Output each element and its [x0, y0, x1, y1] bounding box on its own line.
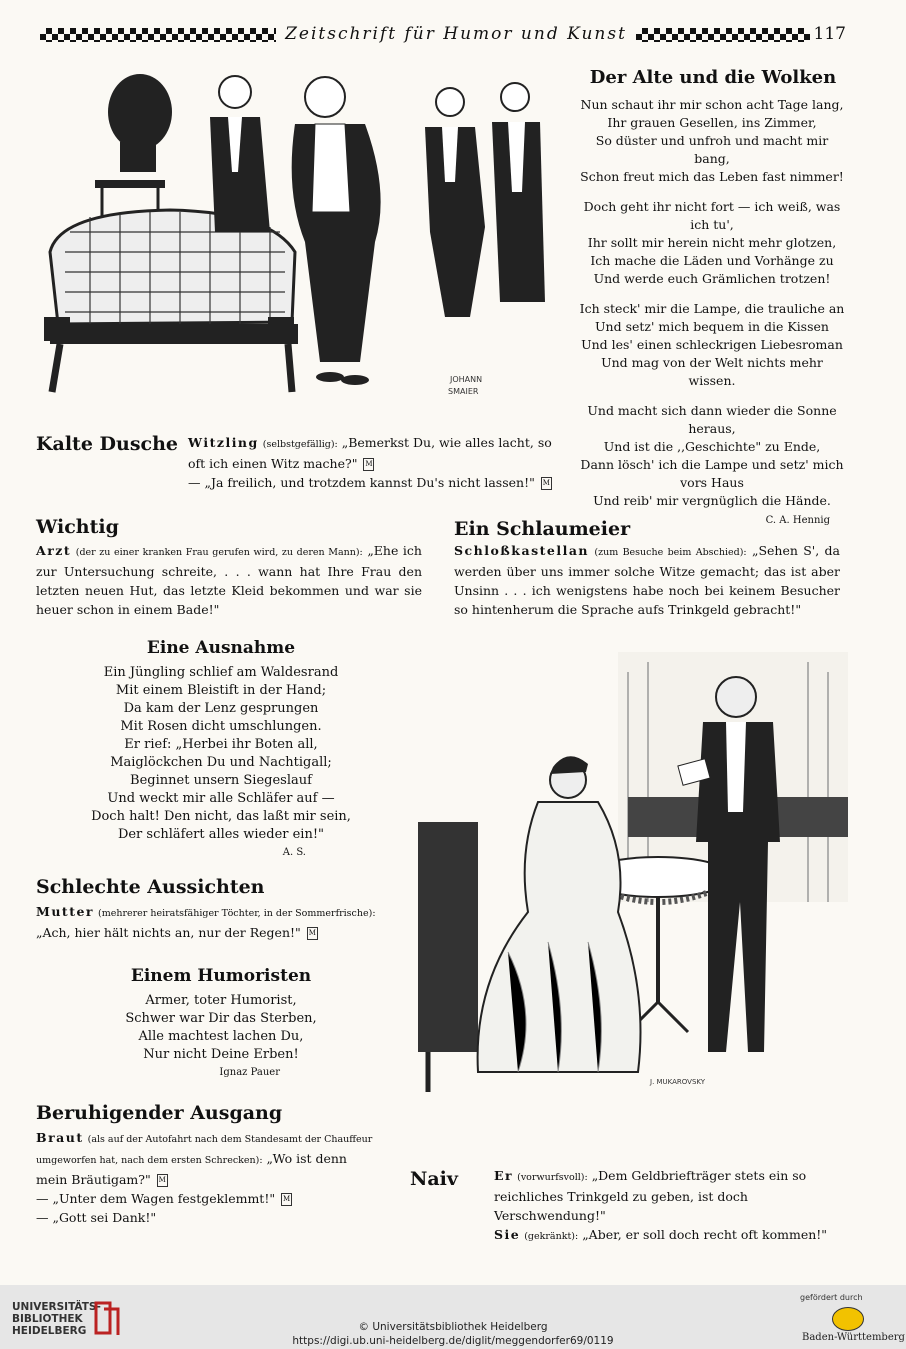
page-header	[40, 22, 846, 50]
section-mark-icon: M	[363, 458, 374, 471]
poem-stanza: Doch geht ihr nicht fort — ich weiß, was ich tu', Ihr sollt mir herein nicht mehr glotzen, Ich mache die Läden und Vorhänge zu Und werde euch Grämlichen trotzen!	[583, 199, 841, 286]
illustration-lady-gentleman-table	[418, 652, 848, 1092]
humorist-title: Einem Humoristen	[130, 966, 312, 986]
ausgang-text: Braut (als auf der Autofahrt nach dem Standesamt der Chauffeur umgeworfen hat, nach dem ersten Schrecken): „Wo ist denn mein Bräutigam?" M — „Unter dem Wagen festgeklemmt!" M — „Gott sei Dank!"	[36, 1130, 373, 1225]
chair	[418, 822, 478, 1052]
schlaumeier-text: Schloßkastellan (zum Besuche beim Abschied): „Sehen S', da werden über uns immer solche Witze gemacht; das ist aber Unsinn . . . ich wenigstens habe noch bei keinem Besucher so hintenherum die Sprache aufs Trinkgeld gebracht!"	[454, 543, 840, 617]
wichtig-title: Wichtig	[36, 516, 119, 538]
funded-by-label: gefördert durch	[800, 1293, 863, 1302]
section-mark-icon: M	[541, 477, 552, 490]
humorist-author: Ignaz Pauer	[219, 1067, 280, 1078]
header-title: Zeitschrift für Humor und Kunst	[285, 24, 627, 44]
man-figure	[219, 76, 251, 108]
footer-bar	[0, 1285, 906, 1349]
poem-stanza: Und macht sich dann wieder die Sonne heraus, Und ist die ,,Geschichte" zu Ende, Dann lösch' ich die Lampe und setz' mich vors Haus Und reib' mir vergnüglich die Hände.	[580, 403, 844, 508]
header-ornament-left	[40, 28, 276, 42]
poem-stanza: Nun schaut ihr mir schon acht Tage lang, Ihr grauen Gesellen, ins Zimmer, So düster und unfroh und macht mir bang, Schon freut mich das Leben fast nimmer!	[580, 97, 844, 184]
kalte-dusche-title: Kalte Dusche	[36, 433, 178, 455]
aussichten-title: Schlechte Aussichten	[36, 876, 265, 898]
section-mark-icon: M	[307, 927, 318, 940]
header-ornament-right	[636, 28, 810, 42]
kalte-dusche-text: Witzling (selbstgefällig): „Bemerkst Du, wie alles lacht, so oft ich einen Witz mache?" M — „Ja freilich, und trotzdem kannst Du's nicht lassen!" M	[188, 435, 552, 490]
naiv-text: Er (vorwurfsvoll): „Dem Geldbriefträger stets ein so reichliches Trinkgeld zu geben, ist doch Verschwendung!" Sie (gekränkt): „Aber, er soll doch recht oft kommen!"	[494, 1168, 828, 1242]
schlaumeier-title: Ein Schlaumeier	[454, 518, 631, 540]
state-coat-of-arms-icon	[832, 1307, 864, 1331]
page-number: 117	[813, 24, 846, 44]
ausnahme-body: Ein Jüngling schlief am Waldesrand Mit einem Bleistift in der Hand; Da kam der Lenz gesprungen Mit Rosen dicht umschlungen. Er rief: „Herbei ihr Boten all, Maiglöckchen Du und Nachtigall; Beginnet unsern Siegeslauf Und weckt mir alle Schläfer auf — Doch halt! Den nicht, das laßt mir sein, Der schläfert alles wieder ein!" A. S.	[36, 664, 406, 862]
ausgang-title: Beruhigender Ausgang	[36, 1102, 283, 1124]
svg-text:SMAIER: SMAIER	[448, 387, 479, 396]
poem-stanza: Ich steck' mir die Lampe, die trauliche an Und setz' mich bequem in die Kissen Und les' einen schleckrigen Liebesroman Und mag von der Welt nichts mehr wissen.	[579, 301, 845, 388]
illustration-gentlemen-settee	[30, 62, 560, 412]
poem-wolken-body	[578, 96, 846, 530]
poem-wolken-author: C. A. Hennig	[765, 515, 830, 526]
poem-wolken-title: Der Alte und die Wolken	[589, 67, 837, 88]
man-figure	[501, 83, 529, 111]
library-logo-text[interactable]: UNIVERSITÄTS- BIBLIOTHEK HEIDELBERG	[12, 1301, 101, 1337]
stout-man-figure	[305, 77, 345, 117]
state-name: Baden-Württemberg	[802, 1332, 905, 1343]
ausnahme-author: A. S.	[282, 847, 306, 858]
gentleman-figure	[716, 677, 756, 717]
artist-signature-smaier: JOHANN	[450, 375, 483, 384]
humorist-body: Armer, toter Humorist, Schwer war Dir das Sterben, Alle machtest lachen Du, Nur nicht Deine Erben! Ignaz Pauer	[36, 992, 406, 1082]
source-url-link[interactable]: https://digi.ub.uni-heidelberg.de/diglit/meggendorfer69/0119	[292, 1335, 614, 1347]
plant-shape	[108, 74, 172, 150]
naiv-title: Naiv	[410, 1168, 458, 1190]
section-mark-icon: M	[281, 1193, 292, 1206]
wichtig-text: Arzt (der zu einer kranken Frau gerufen wird, zu deren Mann): „Ehe ich zur Untersuchung schreite, . . . wann hat Ihre Frau den letzten neuen Hut, das letzte Kleid bekommen und war sie heuer schon in einem Bade!"	[36, 543, 422, 617]
ausnahme-title: Eine Ausnahme	[146, 638, 296, 658]
section-mark-icon: M	[157, 1174, 168, 1187]
copyright-text: © Universitätsbibliothek Heidelberg	[358, 1321, 548, 1333]
aussichten-text: Mutter (mehrerer heiratsfähiger Töchter, in der Sommerfrische): „Ach, hier hält nichts an, nur der Regen!" M	[36, 904, 376, 940]
artist-signature-mukarovsky: J. MUKAROVSKY	[650, 1078, 706, 1086]
man-figure	[436, 88, 464, 116]
